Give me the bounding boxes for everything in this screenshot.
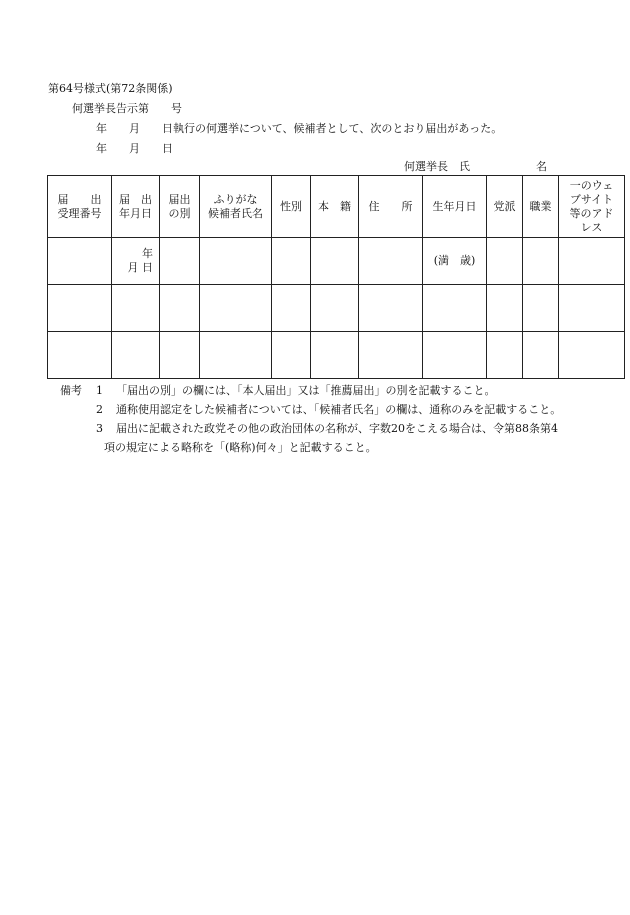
remark-text: 届出に記載された政党その他の政治団体の名称が、字数20をこえる場合は、令第88条第4 bbox=[116, 422, 558, 435]
table-cell bbox=[423, 332, 487, 379]
table-cell bbox=[523, 332, 559, 379]
table-cell bbox=[200, 332, 272, 379]
table-cell bbox=[359, 238, 423, 285]
table-cell bbox=[487, 332, 523, 379]
execution-statement: 年 月 日執行の何選挙について、候補者として、次のとおり届出があった。 bbox=[96, 122, 503, 135]
table-row bbox=[48, 332, 625, 379]
header-acceptance-number: 届 出 受理番号 bbox=[48, 176, 112, 238]
remark-item bbox=[60, 400, 620, 419]
filing-date-cell bbox=[112, 238, 160, 285]
table-cell bbox=[487, 238, 523, 285]
table-cell bbox=[112, 285, 160, 332]
header-occupation: 職業 bbox=[523, 176, 559, 238]
header-address: 住 所 bbox=[359, 176, 423, 238]
header-filing-type: 届出 の別 bbox=[160, 176, 200, 238]
table-cell bbox=[311, 332, 359, 379]
remarks-section bbox=[60, 381, 620, 457]
remark-continuation bbox=[60, 438, 620, 457]
table-cell bbox=[200, 238, 272, 285]
header-birth-date: 生年月日 bbox=[423, 176, 487, 238]
header-registered-domicile: 本 籍 bbox=[311, 176, 359, 238]
signature-line: 何選挙長 氏 名 bbox=[404, 160, 547, 173]
table-cell bbox=[160, 285, 200, 332]
table-cell bbox=[160, 332, 200, 379]
date-month-day-label: 月 日 bbox=[127, 261, 153, 274]
remarks-label: 備考 bbox=[60, 384, 82, 397]
table-cell bbox=[112, 332, 160, 379]
candidate-registration-table bbox=[47, 175, 625, 379]
remark-number: 2 bbox=[96, 403, 103, 416]
remark-continuation-text: 項の規定による略称を「(略称)何々」と記載すること。 bbox=[104, 441, 377, 454]
table-row bbox=[48, 238, 625, 285]
birth-date-cell bbox=[423, 238, 487, 285]
table-cell bbox=[559, 238, 625, 285]
table-cell bbox=[200, 285, 272, 332]
table-cell bbox=[423, 285, 487, 332]
table-row bbox=[48, 285, 625, 332]
header-sex: 性別 bbox=[272, 176, 311, 238]
notice-date: 年 月 日 bbox=[96, 142, 173, 155]
table-cell bbox=[48, 332, 112, 379]
table-header-row bbox=[48, 176, 625, 238]
remark-number: 3 bbox=[96, 422, 103, 435]
table-cell bbox=[48, 285, 112, 332]
table-cell bbox=[359, 332, 423, 379]
remark-number: 1 bbox=[96, 384, 103, 397]
remark-text: 「届出の別」の欄には、「本人届出」又は「推薦届出」の別を記載すること。 bbox=[116, 384, 496, 397]
date-year-label: 年 bbox=[142, 247, 153, 260]
table-cell bbox=[160, 238, 200, 285]
table-cell bbox=[272, 238, 311, 285]
table-cell bbox=[523, 238, 559, 285]
age-label: (満 歳) bbox=[433, 254, 476, 267]
table-cell bbox=[48, 238, 112, 285]
table-cell bbox=[487, 285, 523, 332]
form-number: 第64号様式(第72条関係) bbox=[48, 82, 173, 95]
header-party: 党派 bbox=[487, 176, 523, 238]
remark-text: 通称使用認定をした候補者については、「候補者氏名」の欄は、通称のみを記載すること。 bbox=[116, 403, 562, 416]
table-cell bbox=[272, 332, 311, 379]
table-cell bbox=[311, 285, 359, 332]
header-filing-date: 届 出 年月日 bbox=[112, 176, 160, 238]
table-cell bbox=[272, 285, 311, 332]
header-candidate-name: ふりがな 候補者氏名 bbox=[200, 176, 272, 238]
table-cell bbox=[523, 285, 559, 332]
table-cell bbox=[311, 238, 359, 285]
remark-item bbox=[60, 419, 620, 438]
table-cell bbox=[559, 332, 625, 379]
notice-title: 何選挙長告示第 号 bbox=[72, 102, 182, 115]
table-cell bbox=[559, 285, 625, 332]
table-cell bbox=[359, 285, 423, 332]
header-website: 一のウェ ブサイト 等のアド レス bbox=[559, 176, 625, 238]
remark-item bbox=[60, 381, 620, 400]
